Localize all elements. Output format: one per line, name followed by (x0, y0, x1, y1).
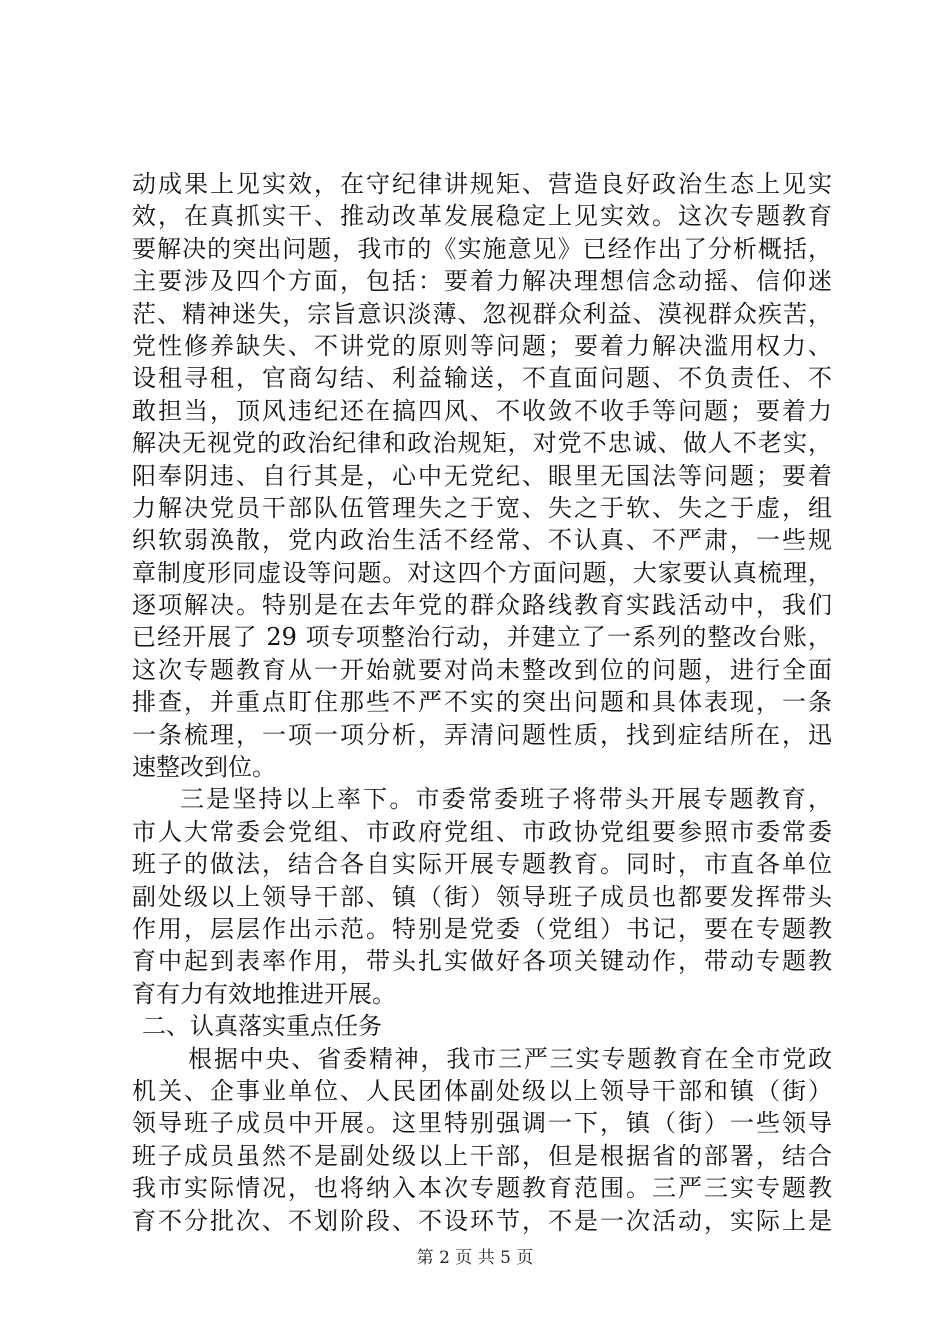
text-line: 阳奉阴违、自行其是，心中无党纪、眼里无国法等问题；要着 (132, 461, 832, 490)
text-line: 排查，并重点盯住那些不严不实的突出问题和具体表现，一条 (132, 688, 832, 717)
text-line: 设租寻租，官商勾结、利益输送，不直面问题、不负责任、不 (132, 364, 832, 393)
text-line: 一条梳理，一项一项分析，弄清问题性质，找到症结所在，迅 (132, 720, 832, 749)
text-line: 机关、企事业单位、人民团体副处级以上领导干部和镇（街） (132, 1076, 832, 1105)
paragraph-start-line: 根据中央、省委精神，我市三严三实专题教育在全市党政 (188, 1044, 832, 1073)
text-line: 织软弱涣散，党内政治生活不经常、不认真、不严肃，一些规 (132, 526, 832, 555)
text-line: 速整改到位。 (132, 753, 276, 782)
text-line: 党性修养缺失、不讲党的原则等问题；要着力解决滥用权力、 (132, 331, 832, 360)
text-line: 效，在真抓实干、推动改革发展稳定上见实效。这次专题教育 (132, 202, 832, 231)
text-line: 章制度形同虚设等问题。对这四个方面问题，大家要认真梳理， (132, 558, 832, 587)
text-line: 班子的做法，结合各自实际开展专题教育。同时，市直各单位 (132, 850, 832, 879)
text-line: 解决无视党的政治纪律和政治规矩，对党不忠诚、做人不老实， (132, 429, 832, 458)
text-line: 育不分批次、不划阶段、不设环节，不是一次活动，实际上是 (132, 1206, 832, 1235)
text-line: 力解决党员干部队伍管理失之于宽、失之于软、失之于虚，组 (132, 493, 832, 522)
text-line: 作用，层层作出示范。特别是党委（党组）书记，要在专题教 (132, 914, 832, 943)
text-line: 动成果上见实效，在守纪律讲规矩、营造良好政治生态上见实 (132, 170, 832, 198)
text-line: 主要涉及四个方面，包括：要着力解决理想信念动摇、信仰迷 (132, 267, 832, 296)
text-line: 已经开展了 29 项专项整治行动，并建立了一系列的整改台账， (132, 623, 832, 652)
section-heading: 二、认真落实重点任务 (142, 1012, 382, 1041)
text-line: 副处级以上领导干部、镇（街）领导班子成员也都要发挥带头 (132, 882, 832, 911)
text-line: 茫、精神迷失，宗旨意识淡薄、忽视群众利益、漠视群众疾苦， (132, 299, 832, 328)
text-line: 逐项解决。特别是在去年党的群众路线教育实践活动中，我们 (132, 591, 832, 620)
paragraph-start-line: 三是坚持以上率下。市委常委班子将带头开展专题教育， (180, 785, 832, 814)
page-number-footer: 第 2 页 共 5 页 (416, 1248, 534, 1268)
text-line: 育有力有效地推进开展。 (132, 979, 396, 1008)
text-line: 班子成员虽然不是副处级以上干部，但是根据省的部署，结合 (132, 1141, 832, 1170)
document-body (132, 168, 832, 1237)
text-line: 敢担当，顶风违纪还在搞四风、不收敛不收手等问题；要着力 (132, 396, 832, 425)
text-line: 要解决的突出问题，我市的《实施意见》已经作出了分析概括， (132, 234, 832, 263)
text-line: 育中起到表率作用，带头扎实做好各项关键动作，带动专题教 (132, 947, 832, 976)
text-line: 这次专题教育从一开始就要对尚未整改到位的问题，进行全面 (132, 655, 832, 684)
text-line: 领导班子成员中开展。这里特别强调一下，镇（街）一些领导 (132, 1109, 832, 1138)
text-line: 我市实际情况，也将纳入本次专题教育范围。三严三实专题教 (132, 1174, 832, 1203)
text-line: 市人大常委会党组、市政府党组、市政协党组要参照市委常委 (132, 817, 832, 846)
